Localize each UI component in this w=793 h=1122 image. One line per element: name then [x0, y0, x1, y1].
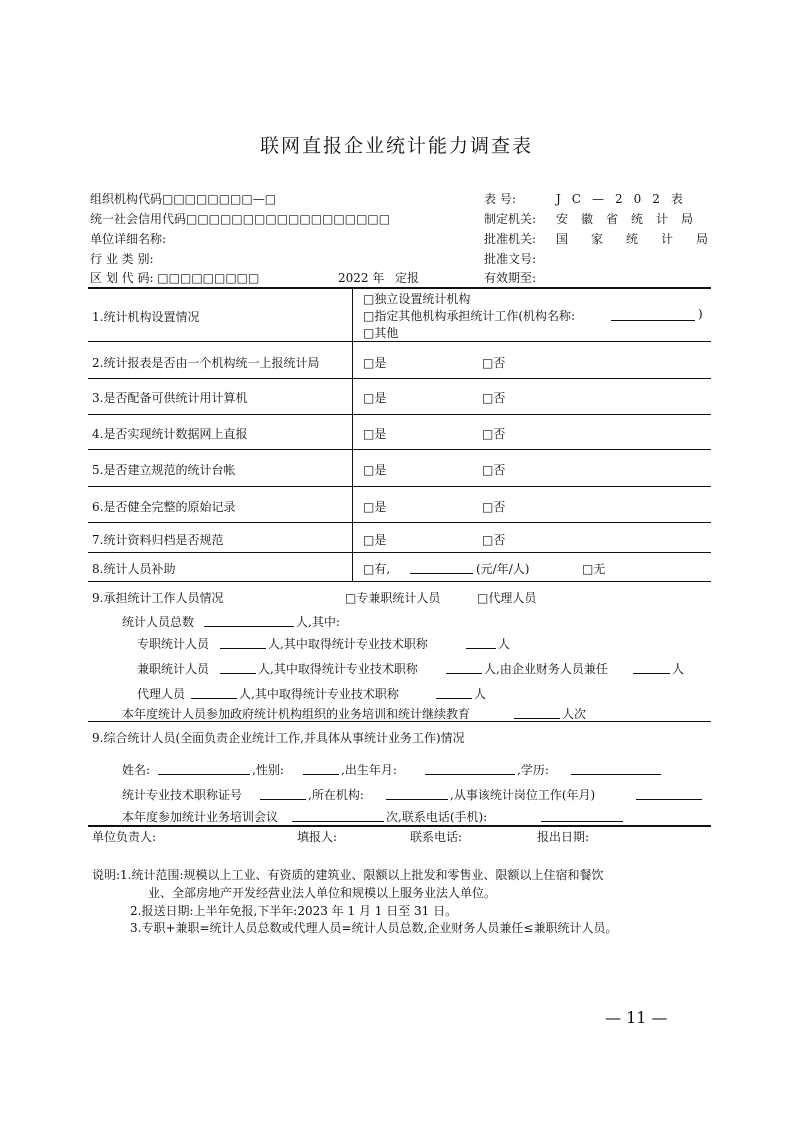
name-label: 姓名: [122, 763, 151, 777]
fulltime-cert-label: 人,其中取得统计专业技术职称 [268, 637, 428, 651]
fulltime-label: 专职统计人员 [137, 637, 210, 651]
agent-cert-label: 人,其中取得统计专业技术职称 [239, 687, 399, 701]
meeting-blank[interactable] [292, 809, 384, 822]
training-blank[interactable] [514, 706, 560, 719]
mobile-blank[interactable] [541, 809, 623, 822]
note-line: 2.报送日期:上半年免报,下半年:2023 年 1 月 1 日至 31 日。 [130, 904, 458, 918]
fulltime-blank[interactable] [220, 636, 266, 649]
option-no[interactable]: □否 [482, 500, 506, 514]
row-question: 6.是否健全完整的原始记录 [92, 500, 236, 514]
parttime-suffix: 人 [672, 662, 685, 676]
tenure-blank[interactable] [636, 787, 702, 800]
subsidy-amount-blank[interactable] [410, 561, 473, 574]
birth-blank[interactable] [425, 762, 515, 775]
unit-name: 单位详细名称: [90, 232, 167, 246]
staff-total-label: 统计人员总数 [122, 615, 195, 629]
option-designated-close: ) [698, 307, 703, 321]
maker-value: 安徽省统计局 [556, 212, 707, 226]
birth-label: ,出生年月: [341, 763, 397, 777]
table-bottom-border [88, 825, 711, 827]
option-no[interactable]: □否 [482, 463, 506, 477]
option-yes[interactable]: □是 [363, 463, 387, 477]
page-title: 联网直报企业统计能力调查表 [259, 135, 533, 157]
row-question: 7.统计资料归档是否规范 [92, 533, 224, 547]
row-divider [88, 522, 711, 523]
table-top-border [88, 287, 711, 289]
cert-no-blank[interactable] [260, 787, 306, 800]
option-no[interactable]: □否 [482, 427, 506, 441]
agent-suffix: 人 [474, 687, 487, 701]
row-question: 5.是否建立规范的统计台帐 [92, 463, 236, 477]
option-no[interactable]: □无 [582, 562, 606, 576]
fulltime-cert-blank[interactable] [466, 636, 496, 649]
row-divider [88, 552, 711, 553]
mobile-label: 次,联系电话(手机): [386, 810, 488, 824]
parttime-label: 兼职统计人员 [137, 662, 210, 676]
parttime-finance-blank[interactable] [633, 661, 670, 674]
row-divider [88, 378, 711, 379]
approval-no-label: 批准文号: [484, 252, 537, 266]
row-question: 8.统计人员补助 [92, 562, 176, 576]
approver-value: 国家统计局 [556, 232, 732, 246]
option-independent[interactable]: □独立设置统计机构 [363, 292, 471, 306]
page-number: — 11 — [605, 1008, 668, 1027]
option-yes[interactable]: □是 [363, 427, 387, 441]
row-question: 1.统计机构设置情况 [92, 310, 200, 324]
agent-blank[interactable] [191, 686, 237, 699]
row-divider [88, 341, 711, 342]
form-no-value: JC—202表 [556, 192, 694, 206]
org-blank[interactable] [386, 787, 448, 800]
option-other[interactable]: □其他 [363, 326, 399, 340]
region-code: 区 划 代 码: □□□□□□□□□ [90, 271, 260, 285]
agency-name-blank[interactable] [611, 308, 695, 321]
phone-label: 联系电话: [410, 830, 463, 844]
row-divider [88, 486, 711, 487]
report-year: 2022 年 [338, 271, 385, 285]
section-question: 9.综合统计人员(全面负责企业统计工作,并具体从事统计业务工作)情况 [92, 731, 465, 745]
agent-label: 代理人员 [137, 687, 186, 701]
note-line: 3.专职+兼职=统计人员总数或代理人员=统计人员总数,企业财务人员兼任≤兼职统计人员。 [130, 921, 618, 935]
row-divider [88, 414, 711, 415]
option-no[interactable]: □否 [482, 533, 506, 547]
training-label: 本年度统计人员参加政府统计机构组织的业务培训和统计继续教育 [122, 707, 471, 721]
validity-label: 有效期至: [484, 271, 537, 285]
org-code: 组织机构代码□□□□□□□□—□ [90, 192, 277, 206]
cert-no-label: 统计专业技术职称证号 [122, 788, 243, 802]
education-label: ,学历: [517, 763, 549, 777]
parttime-finance-label: 人,由企业财务人员兼任 [484, 662, 608, 676]
industry: 行 业 类 别: [90, 252, 154, 266]
training-suffix: 人次 [562, 707, 587, 721]
note-line: 说明:1.统计范围:规模以上工业、有资质的建筑业、限额以上批发和零售业、限额以上住宿和餐饮 [92, 868, 604, 882]
name-blank[interactable] [158, 762, 250, 775]
option-yes[interactable]: □有, [363, 562, 391, 576]
meeting-label: 本年度参加统计业务培训会议 [122, 810, 279, 824]
maker-label: 制定机关: [484, 212, 537, 226]
staff-total-suffix: 人,其中: [296, 615, 340, 629]
row-question: 2.统计报表是否由一个机构统一上报统计局 [92, 356, 320, 370]
option-yes[interactable]: □是 [363, 391, 387, 405]
note-line: 业、全部房地产开发经营业法人单位和规模以上服务业法人单位。 [148, 886, 497, 900]
option-yes[interactable]: □是 [363, 356, 387, 370]
row-question: 4.是否实现统计数据网上直报 [92, 427, 248, 441]
option-fulltime-parttime[interactable]: □专兼职统计人员 [345, 591, 441, 605]
staff-total-blank[interactable] [204, 614, 294, 627]
gender-blank[interactable] [303, 762, 339, 775]
subsidy-unit: (元/年/人) [476, 562, 530, 576]
option-yes[interactable]: □是 [363, 533, 387, 547]
credit-code: 统一社会信用代码□□□□□□□□□□□□□□□□□□ [90, 212, 391, 226]
approver-label: 批准机关: [484, 232, 537, 246]
column-divider [352, 287, 353, 581]
filler-label: 填报人: [297, 830, 338, 844]
option-yes[interactable]: □是 [363, 500, 387, 514]
parttime-cert-blank[interactable] [446, 661, 482, 674]
row-question: 3.是否配备可供统计用计算机 [92, 391, 248, 405]
parttime-blank[interactable] [220, 661, 256, 674]
gender-label: ,性别: [252, 763, 284, 777]
option-no[interactable]: □否 [482, 391, 506, 405]
unit-head-label: 单位负责人: [92, 830, 157, 844]
option-no[interactable]: □否 [482, 356, 506, 370]
parttime-cert-label: 人,其中取得统计专业技术职称 [258, 662, 418, 676]
org-label: ,所在机构: [308, 788, 364, 802]
education-blank[interactable] [571, 762, 661, 775]
row-divider [88, 581, 711, 582]
report-type: 定报 [395, 271, 420, 285]
form-no-label: 表 号: [484, 192, 516, 206]
option-designated[interactable]: □指定其他机构承担统计工作(机构名称: [363, 309, 576, 323]
row-divider [88, 449, 711, 450]
tenure-label: ,从事该统计岗位工作(年月) [450, 788, 596, 802]
section-question: 9.承担统计工作人员情况 [92, 591, 224, 605]
option-agent[interactable]: □代理人员 [477, 591, 537, 605]
report-date-label: 报出日期: [537, 830, 590, 844]
agent-cert-blank[interactable] [436, 686, 472, 699]
fulltime-suffix: 人 [498, 637, 511, 651]
